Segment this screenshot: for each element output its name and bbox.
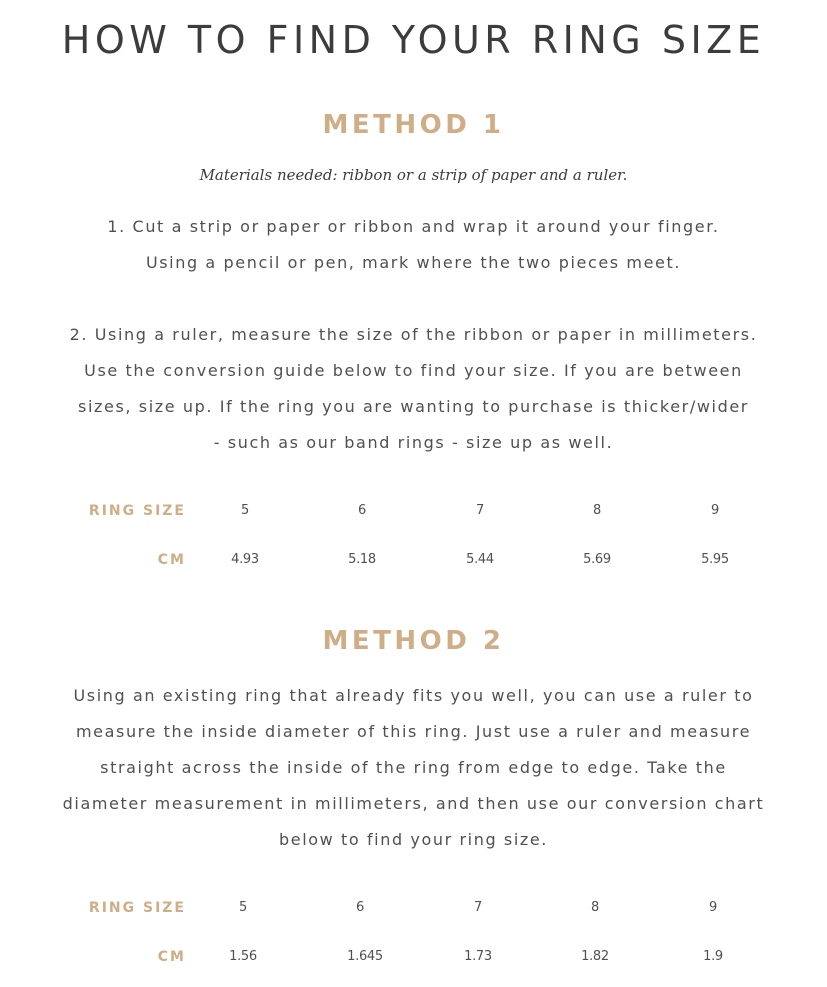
method-1-cm-row	[0, 548, 827, 572]
text-line: sizes, size up. If the ring you are wanting to purchase is thicker/wider	[78, 397, 749, 416]
method-1-step-1	[40, 209, 787, 281]
size-cell: 5	[239, 900, 247, 915]
text-line: straight across the inside of the ring from edge to edge. Take the	[100, 758, 727, 777]
size-cell: 6	[356, 900, 364, 915]
size-cell: 8	[591, 900, 599, 915]
cm-cell: 1.9	[703, 949, 723, 964]
cm-cell: 1.645	[347, 949, 383, 964]
method-2-heading: METHOD 2	[322, 626, 505, 656]
text-line: Using a pencil or pen, mark where the two pieces meet.	[145, 253, 682, 272]
text-line: Use the conversion guide below to find your size. If you are between	[84, 361, 743, 380]
text-line: Using an existing ring that already fits you well, you can use a ruler to	[73, 686, 754, 705]
cm-cell: 4.93	[231, 552, 259, 567]
text-line: measure the inside diameter of this ring. Just use a ruler and measure	[75, 722, 752, 741]
cm-cell: 1.73	[464, 949, 492, 964]
size-cell: 7	[474, 900, 482, 915]
method-1-step-2	[40, 317, 787, 461]
size-cell: 8	[593, 503, 601, 518]
text-line: 2. Using a ruler, measure the size of the ribbon or paper in millimeters.	[69, 325, 758, 344]
cm-cell: 1.56	[229, 949, 257, 964]
method-2-size-row	[0, 896, 827, 920]
cm-cell: 5.69	[583, 552, 611, 567]
method-1-size-row	[0, 499, 827, 523]
size-cell: 7	[476, 503, 484, 518]
cm-cell: 5.95	[701, 552, 729, 567]
materials-needed: Materials needed: ribbon or a strip of paper and a ruler.	[199, 166, 628, 184]
cm-cell: 5.44	[466, 552, 494, 567]
size-cell: 9	[711, 503, 719, 518]
cm-cell: 1.82	[581, 949, 609, 964]
cm-label: CM	[157, 949, 186, 965]
ring-size-label: RING SIZE	[88, 900, 186, 916]
cm-cell: 5.18	[348, 552, 376, 567]
text-line: - such as our band rings - size up as well.	[213, 433, 614, 452]
text-line: below to find your ring size.	[279, 830, 548, 849]
size-cell: 9	[709, 900, 717, 915]
text-line: 1. Cut a strip or paper or ribbon and wrap it around your finger.	[107, 217, 720, 236]
method-2-text	[40, 678, 787, 858]
method-1-heading: METHOD 1	[322, 110, 505, 140]
cm-label: CM	[157, 552, 186, 568]
size-cell: 6	[358, 503, 366, 518]
size-cell: 5	[241, 503, 249, 518]
method-2-cm-row	[0, 945, 827, 969]
ring-size-label: RING SIZE	[88, 503, 186, 519]
text-line: diameter measurement in millimeters, and then use our conversion chart	[62, 794, 765, 813]
page-title: HOW TO FIND YOUR RING SIZE	[61, 18, 766, 62]
